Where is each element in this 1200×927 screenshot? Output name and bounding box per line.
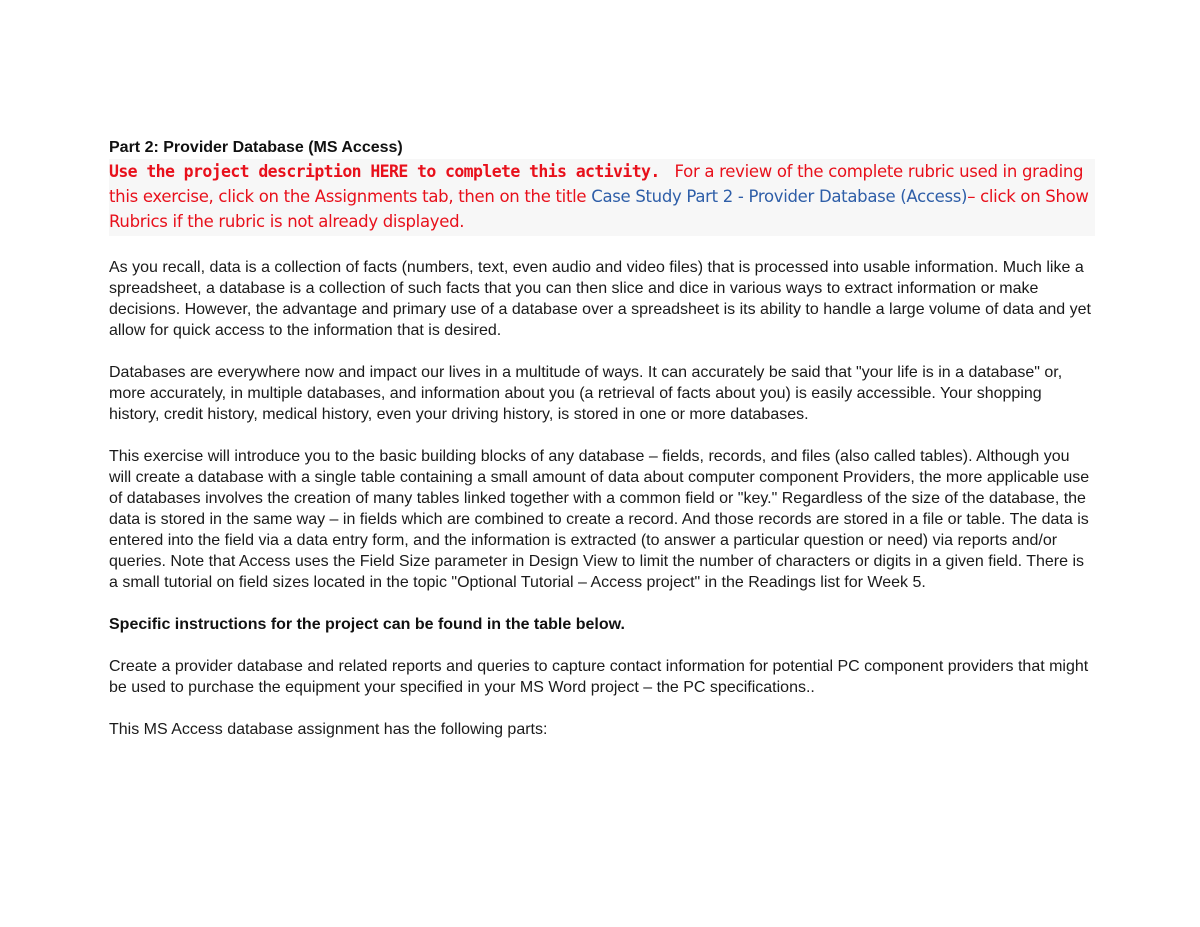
paragraph-create-database: Create a provider database and related reports and queries to capture contact information for potential PC component providers that might be used to purchase the equipment your specified in your MS Word project – the PC specifications.. [109,658,1089,696]
paragraph-data-definition: As you recall, data is a collection of facts (numbers, text, even audio and video files) that is processed into usable information. Much like a spreadsheet, a database is a collection of such facts that you can then slice and dice in various ways to extract information or make decisions. However, the advantage and primary use of a database over a spreadsheet is its ability to handle a large volume of data and yet allow for quick access to the information that is desired. [109,259,1091,339]
callout-period: . [650,162,660,181]
paragraph-databases-everywhere: Databases are everywhere now and impact our lives in a multitude of ways. It can accurately be said that "your life is in a database" or, more accurately, in multiple databases, and information about you (a retrieval of facts about you) is easily accessible. Your shopping history, credit history, medical history, even your driving history, is stored in one or more databases. [109,364,1063,423]
section-heading: Part 2: Provider Database (MS Access) [109,139,403,156]
paragraph-assignment-parts: This MS Access database assignment has the following parts: [109,721,548,738]
callout-emphasis: Use the project description HERE to complete this activity [109,162,651,181]
instruction-callout [109,159,1095,236]
paragraph-specific-instructions: Specific instructions for the project can be found in the table below. [109,616,625,633]
callout-text-after-link: – click on Show Rubrics if the rubric is not already displayed. [109,187,1089,231]
document-body [109,137,1094,740]
paragraph-building-blocks: This exercise will introduce you to the basic building blocks of any database – fields, records, and files (also called tables). Although you will create a database with a single table containing a small amount of data about computer component Providers, the more applicable use of databases involves the creation of many tables linked together with a common field or "key." Regardless of the size of the database, the data is stored in the same way – in fields which are combined to create a record. And those records are stored in a file or table. The data is entered into the field via a data entry form, and the information is extracted (to answer a particular question or need) via reports and/or queries. Note that Access uses the Field Size parameter in Design View to limit the number of characters or digits in a given field. There is a small tutorial on field sizes located in the topic "Optional Tutorial – Access project" in the Readings list for Week 5. [109,448,1090,591]
callout-text-before-link: For a review of the complete rubric used in grading this exercise, click on the Assignments tab, then on the title [109,162,1089,206]
assignment-title-link[interactable]: Case Study Part 2 - Provider Database (Access) [591,187,968,206]
